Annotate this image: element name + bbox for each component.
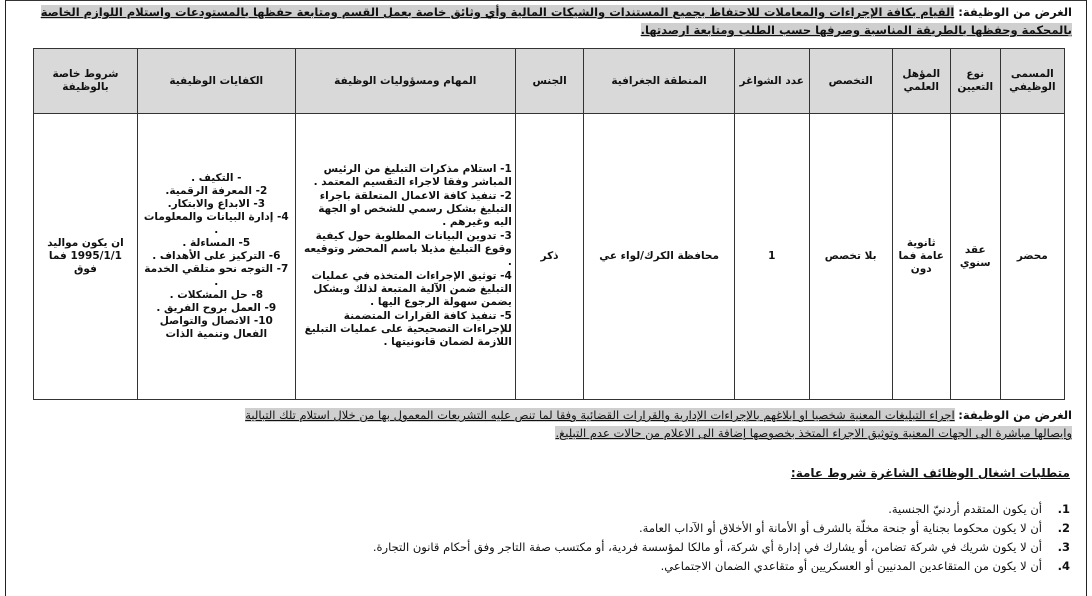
competency-item: 10- الاتصال والتواصل الفعال وتنمية الذات — [159, 315, 273, 340]
item-number: 2. — [1057, 521, 1070, 535]
item-number: 3. — [1057, 540, 1070, 554]
job-purpose-bottom — [18, 406, 1072, 442]
competency-item: 7- التوجه نحو متلقي الخدمة . — [144, 263, 289, 288]
list-item — [373, 557, 1070, 576]
item-text: أن لا يكون من المتقاعدين المدنيين أو العسكريين أو متقاعدي الضمان الاجتماعي. — [660, 559, 1042, 573]
header-special-conditions: شروط خاصة بالوظيفة — [34, 49, 138, 114]
document-page — [5, 0, 1087, 596]
cell-specialty: بلا تخصص — [809, 114, 892, 400]
top-divider — [6, 0, 1086, 1]
list-item — [373, 538, 1070, 557]
purpose-text-line2: وايصالها مباشرة الى الجهات المعنية وتوثيق الاجراء المتخذ بخصوصها إضافة الى الاعلام من حالات عدم التبليغ. — [555, 426, 1072, 440]
header-appointment: نوع التعيين — [950, 49, 1000, 114]
task-item: 1- استلام مذكرات التبليغ من الرئيس المباشر وفقا لاجراء التقسيم المعتمد . — [313, 163, 512, 188]
purpose-label: الغرض من الوظيفة: — [958, 5, 1072, 19]
list-item — [373, 500, 1070, 519]
cell-vacancies: 1 — [734, 114, 809, 400]
competency-item: 6- التركيز على الأهداف . — [152, 250, 281, 262]
header-title: المسمى الوظيفي — [1000, 49, 1064, 114]
item-text: أن لا يكون شريك في شركة تضامن، أو يشارك في إدارة أي شركة، أو مالكا لمؤسسة فردية، أو مكتسب صفة التاجر وفق أحكام قانون التجارة. — [372, 540, 1042, 554]
cell-gender: ذكر — [515, 114, 584, 400]
header-gender: الجنس — [515, 49, 584, 114]
header-region: المنطقة الجغرافية — [584, 49, 735, 114]
cell-qualification: ثانوية عامة فما دون — [892, 114, 950, 400]
purpose-text-line1: القيام بكافة الإجراءات والمعاملات للاحتفاظ بجميع المستندات والشيكات المالية وأي وثائق خاصة بعمل القسم ومتابعة حفظها بالمستودعات واستلام اللوازم الخاصة — [40, 5, 955, 19]
cell-appointment: عقد سنوي — [950, 114, 1000, 400]
item-number: 4. — [1057, 559, 1070, 573]
header-tasks: المهام ومسؤوليات الوظيفة — [295, 49, 515, 114]
purpose-label: الغرض من الوظيفة: — [958, 408, 1072, 422]
task-item: 2- تنفيذ كافة الاعمال المتعلقة باجراء التبليغ بشكل رسمي للشخص او الجهة اليه وغيرهم . — [318, 190, 512, 228]
item-text: أن يكون المتقدم أردنيّ الجنسية. — [888, 502, 1042, 516]
competency-item: 5- المساءلة . — [182, 237, 251, 249]
table-header-row — [34, 49, 1065, 114]
purpose-text-line1: اجراء التبليغات المعنية شخصيا او ابلاغهم بالإجراءات الإدارية والقرارات القضائية وفقا لما تنص عليه التشريعات المعمول بها من خلال استلام تلك التبالية — [245, 408, 955, 422]
cell-special-conditions: ان يكون مواليد 1995/1/1 فما فوق — [34, 114, 138, 400]
requirements-title: متطلبات اشغال الوظائف الشاغرة شروط عامة: — [790, 466, 1070, 480]
header-qualification: المؤهل العلمي — [892, 49, 950, 114]
cell-tasks — [295, 114, 515, 400]
task-item: 3- تدوين البيانات المطلوبة حول كيفية وقوع التبليغ مذيلا باسم المحضر وتوقيعه . — [304, 230, 512, 268]
item-number: 1. — [1057, 502, 1070, 516]
competency-item: 4- إدارة البيانات والمعلومات . — [143, 211, 289, 236]
job-purpose-top — [16, 3, 1072, 39]
competency-item: 9- العمل بروح الفريق . — [156, 302, 277, 314]
cell-title: محضر — [1000, 114, 1064, 400]
competency-item: 2- المعرفة الرقمية. — [165, 185, 268, 197]
cell-region: محافظة الكرك/لواء عي — [584, 114, 735, 400]
header-specialty: التخصص — [809, 49, 892, 114]
competency-item: 8- حل المشكلات . — [169, 289, 264, 301]
table-row — [34, 114, 1065, 400]
competency-item: 3- الابداع والابتكار. — [167, 198, 266, 210]
jobs-table — [33, 48, 1065, 400]
header-competencies: الكفايات الوظيفية — [137, 49, 295, 114]
competency-item: - التكيف . — [191, 172, 242, 184]
header-vacancies: عدد الشواغر — [734, 49, 809, 114]
item-text: أن لا يكون محكوما بجناية أو جنحة مخلّة بالشرف أو الأمانة أو الأخلاق أو الآداب العامة. — [639, 521, 1042, 535]
requirements-list — [373, 500, 1070, 576]
cell-competencies — [137, 114, 295, 400]
purpose-text-line2: بالمحكمة وحفظها بالطريقة المناسبة وصرفها حسب الطلب ومتابعة ارصدتها. — [640, 23, 1072, 37]
task-item: 4- توثيق الإجراءات المتخذه في عمليات التبليغ ضمن الآلية المتبعة لذلك وبشكل يضمن سهولة الرجوع اليها . — [311, 270, 512, 308]
list-item — [373, 519, 1070, 538]
task-item: 5- تنفيذ كافة القرارات المتضمنة للإجراءات التصحيحية على عمليات التبليغ اللازمة لضمان قانونيتها . — [304, 310, 512, 348]
